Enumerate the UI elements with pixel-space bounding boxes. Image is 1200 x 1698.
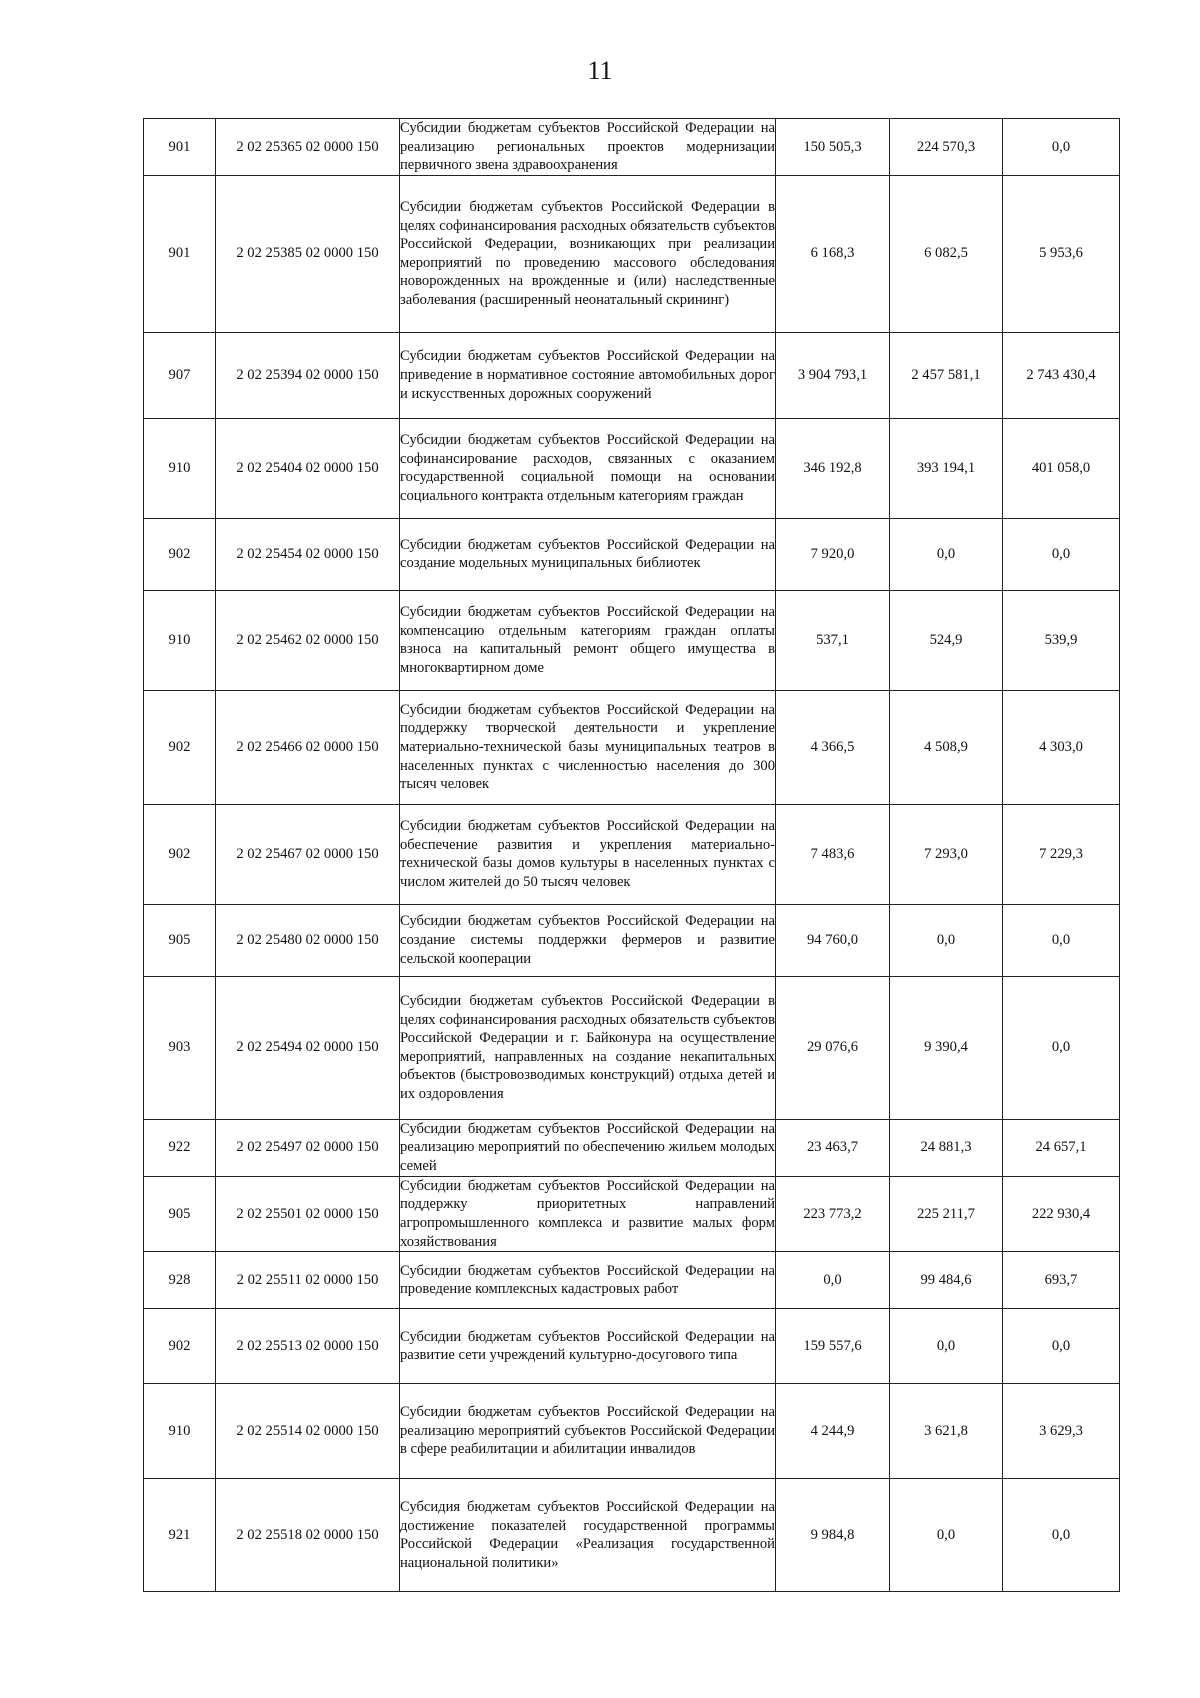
amount-year-3-cell: 693,7 [1003, 1252, 1120, 1309]
admin-code-cell: 921 [144, 1479, 216, 1592]
budget-classification-code-cell: 2 02 25462 02 0000 150 [216, 590, 400, 690]
revenue-name-cell: Субсидии бюджетам субъектов Российской Федерации на поддержку творческой деятельности и укрепление материально-технической базы муниципальных театров в населенных пунктах с численностью населения до 300 тысяч человек [400, 690, 776, 804]
amount-year-2-cell: 0,0 [890, 1309, 1003, 1384]
revenue-name-cell: Субсидии бюджетам субъектов Российской Федерации на обеспечение развития и укрепления материально-технической базы домов культуры в населенных пунктах с числом жителей до 50 тысяч человек [400, 804, 776, 904]
amount-year-3-cell: 7 229,3 [1003, 804, 1120, 904]
amount-year-1-cell: 94 760,0 [776, 904, 890, 976]
budget-classification-code-cell: 2 02 25513 02 0000 150 [216, 1309, 400, 1384]
admin-code-cell: 902 [144, 690, 216, 804]
table-row [144, 1119, 1120, 1176]
amount-year-2-cell: 9 390,4 [890, 976, 1003, 1119]
amount-year-3-cell: 24 657,1 [1003, 1119, 1120, 1176]
amount-year-1-cell: 537,1 [776, 590, 890, 690]
amount-year-3-cell: 2 743 430,4 [1003, 332, 1120, 418]
amount-year-2-cell: 4 508,9 [890, 690, 1003, 804]
table-row [144, 518, 1120, 590]
amount-year-1-cell: 29 076,6 [776, 976, 890, 1119]
revenue-name-cell: Субсидии бюджетам субъектов Российской Федерации в целях софинансирования расходных обязательств субъектов Российской Федерации, возникающих при реализации мероприятий по проведению массового обследования новорожденных на врожденные и (или) наследственные заболевания (расширенный неонатальный скрининг) [400, 175, 776, 332]
amount-year-3-cell: 0,0 [1003, 1479, 1120, 1592]
budget-classification-code-cell: 2 02 25454 02 0000 150 [216, 518, 400, 590]
amount-year-3-cell: 3 629,3 [1003, 1384, 1120, 1479]
amount-year-1-cell: 159 557,6 [776, 1309, 890, 1384]
revenue-name-cell: Субсидии бюджетам субъектов Российской Федерации на реализацию мероприятий по обеспечению жильем молодых семей [400, 1119, 776, 1176]
amount-year-2-cell: 2 457 581,1 [890, 332, 1003, 418]
table-row [144, 976, 1120, 1119]
table-row [144, 1309, 1120, 1384]
page-number: 11 [587, 56, 613, 85]
table-row [144, 590, 1120, 690]
amount-year-1-cell: 9 984,8 [776, 1479, 890, 1592]
table-row [144, 904, 1120, 976]
revenue-name-cell: Субсидии бюджетам субъектов Российской Федерации на создание модельных муниципальных библиотек [400, 518, 776, 590]
admin-code-cell: 901 [144, 175, 216, 332]
amount-year-2-cell: 524,9 [890, 590, 1003, 690]
revenue-name-cell: Субсидии бюджетам субъектов Российской Федерации на создание системы поддержки фермеров и развитие сельской кооперации [400, 904, 776, 976]
amount-year-2-cell: 224 570,3 [890, 119, 1003, 176]
amount-year-1-cell: 7 920,0 [776, 518, 890, 590]
table-row [144, 690, 1120, 804]
table-row [144, 804, 1120, 904]
budget-classification-code-cell: 2 02 25501 02 0000 150 [216, 1176, 400, 1251]
amount-year-1-cell: 4 366,5 [776, 690, 890, 804]
budget-classification-code-cell: 2 02 25404 02 0000 150 [216, 418, 400, 518]
revenue-name-cell: Субсидии бюджетам субъектов Российской Федерации на реализацию мероприятий субъектов Российской Федерации в сфере реабилитации и абилитации инвалидов [400, 1384, 776, 1479]
amount-year-3-cell: 0,0 [1003, 1309, 1120, 1384]
admin-code-cell: 901 [144, 119, 216, 176]
amount-year-2-cell: 0,0 [890, 904, 1003, 976]
amount-year-3-cell: 0,0 [1003, 119, 1120, 176]
admin-code-cell: 902 [144, 1309, 216, 1384]
admin-code-cell: 910 [144, 418, 216, 518]
budget-classification-code-cell: 2 02 25385 02 0000 150 [216, 175, 400, 332]
revenue-name-cell: Субсидии бюджетам субъектов Российской Федерации на поддержку приоритетных направлений агропромышленного комплекса и развитие малых форм хозяйствования [400, 1176, 776, 1251]
amount-year-2-cell: 7 293,0 [890, 804, 1003, 904]
amount-year-3-cell: 0,0 [1003, 904, 1120, 976]
amount-year-2-cell: 0,0 [890, 1479, 1003, 1592]
budget-classification-code-cell: 2 02 25394 02 0000 150 [216, 332, 400, 418]
admin-code-cell: 902 [144, 518, 216, 590]
table-row [144, 175, 1120, 332]
amount-year-2-cell: 99 484,6 [890, 1252, 1003, 1309]
amount-year-2-cell: 6 082,5 [890, 175, 1003, 332]
amount-year-3-cell: 5 953,6 [1003, 175, 1120, 332]
budget-classification-code-cell: 2 02 25494 02 0000 150 [216, 976, 400, 1119]
budget-classification-code-cell: 2 02 25518 02 0000 150 [216, 1479, 400, 1592]
revenue-name-cell: Субсидии бюджетам субъектов Российской Федерации на проведение комплексных кадастровых работ [400, 1252, 776, 1309]
budget-classification-code-cell: 2 02 25497 02 0000 150 [216, 1119, 400, 1176]
amount-year-1-cell: 4 244,9 [776, 1384, 890, 1479]
amount-year-1-cell: 0,0 [776, 1252, 890, 1309]
amount-year-3-cell: 539,9 [1003, 590, 1120, 690]
amount-year-1-cell: 346 192,8 [776, 418, 890, 518]
admin-code-cell: 907 [144, 332, 216, 418]
admin-code-cell: 910 [144, 1384, 216, 1479]
amount-year-1-cell: 23 463,7 [776, 1119, 890, 1176]
amount-year-3-cell: 4 303,0 [1003, 690, 1120, 804]
budget-classification-code-cell: 2 02 25466 02 0000 150 [216, 690, 400, 804]
budget-classification-code-cell: 2 02 25511 02 0000 150 [216, 1252, 400, 1309]
amount-year-1-cell: 7 483,6 [776, 804, 890, 904]
admin-code-cell: 902 [144, 804, 216, 904]
budget-classification-code-cell: 2 02 25480 02 0000 150 [216, 904, 400, 976]
amount-year-1-cell: 3 904 793,1 [776, 332, 890, 418]
revenue-name-cell: Субсидии бюджетам субъектов Российской Федерации в целях софинансирования расходных обязательств субъектов Российской Федерации и г. Байконура на осуществление мероприятий, направленных на создание некапитальных объектов (быстровозводимых конструкций) отдыха детей и их оздоровления [400, 976, 776, 1119]
table-row [144, 418, 1120, 518]
table-body [144, 119, 1120, 1592]
table-row [144, 119, 1120, 176]
table-row [144, 332, 1120, 418]
amount-year-3-cell: 0,0 [1003, 518, 1120, 590]
admin-code-cell: 922 [144, 1119, 216, 1176]
admin-code-cell: 905 [144, 904, 216, 976]
revenue-name-cell: Субсидии бюджетам субъектов Российской Федерации на приведение в нормативное состояние автомобильных дорог и искусственных дорожных сооружений [400, 332, 776, 418]
admin-code-cell: 903 [144, 976, 216, 1119]
admin-code-cell: 910 [144, 590, 216, 690]
amount-year-2-cell: 225 211,7 [890, 1176, 1003, 1251]
budget-classification-code-cell: 2 02 25365 02 0000 150 [216, 119, 400, 176]
revenue-name-cell: Субсидии бюджетам субъектов Российской Федерации на реализацию региональных проектов модернизации первичного звена здравоохранения [400, 119, 776, 176]
budget-revenue-table [143, 118, 1120, 1592]
revenue-name-cell: Субсидия бюджетам субъектов Российской Федерации на достижение показателей государственной программы Российской Федерации «Реализация государственной национальной политики» [400, 1479, 776, 1592]
amount-year-2-cell: 24 881,3 [890, 1119, 1003, 1176]
table-row [144, 1176, 1120, 1251]
revenue-name-cell: Субсидии бюджетам субъектов Российской Федерации на развитие сети учреждений культурно-досугового типа [400, 1309, 776, 1384]
amount-year-3-cell: 222 930,4 [1003, 1176, 1120, 1251]
amount-year-2-cell: 393 194,1 [890, 418, 1003, 518]
admin-code-cell: 905 [144, 1176, 216, 1251]
amount-year-1-cell: 150 505,3 [776, 119, 890, 176]
revenue-name-cell: Субсидии бюджетам субъектов Российской Федерации на компенсацию отдельным категориям граждан оплаты взноса на капитальный ремонт общего имущества в многоквартирном доме [400, 590, 776, 690]
table-row [144, 1384, 1120, 1479]
budget-classification-code-cell: 2 02 25514 02 0000 150 [216, 1384, 400, 1479]
table-row [144, 1252, 1120, 1309]
revenue-name-cell: Субсидии бюджетам субъектов Российской Федерации на софинансирование расходов, связанных с оказанием государственной социальной помощи на основании социального контракта отдельным категориям граждан [400, 418, 776, 518]
budget-classification-code-cell: 2 02 25467 02 0000 150 [216, 804, 400, 904]
amount-year-3-cell: 0,0 [1003, 976, 1120, 1119]
amount-year-3-cell: 401 058,0 [1003, 418, 1120, 518]
amount-year-2-cell: 0,0 [890, 518, 1003, 590]
admin-code-cell: 928 [144, 1252, 216, 1309]
amount-year-1-cell: 6 168,3 [776, 175, 890, 332]
amount-year-2-cell: 3 621,8 [890, 1384, 1003, 1479]
table-row [144, 1479, 1120, 1592]
amount-year-1-cell: 223 773,2 [776, 1176, 890, 1251]
